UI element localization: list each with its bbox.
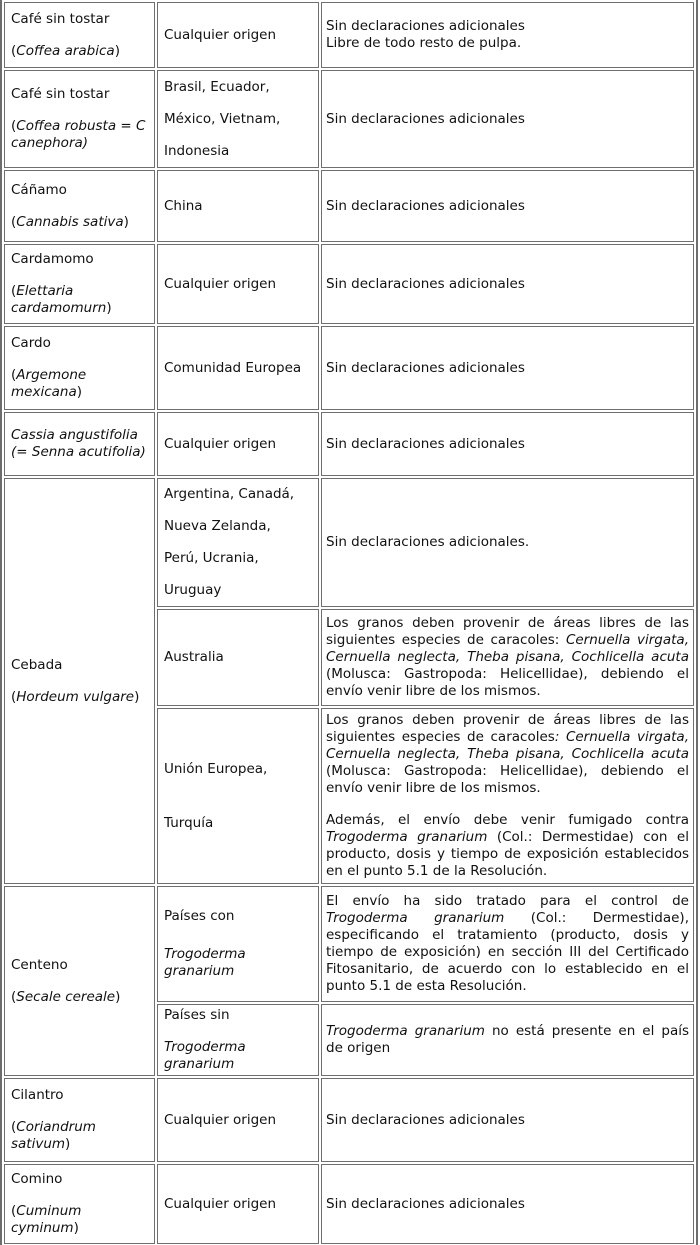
paragraph xyxy=(164,486,312,503)
text-run: Comunidad Europea xyxy=(164,359,302,376)
paragraph xyxy=(164,649,312,666)
table-row xyxy=(4,1164,694,1244)
paragraph xyxy=(326,111,689,128)
cell-declarations xyxy=(321,2,694,68)
paragraph xyxy=(326,198,689,215)
text-run: Nueva Zelanda, xyxy=(164,518,271,534)
paragraph xyxy=(11,86,148,103)
paragraph xyxy=(326,1023,689,1057)
text-run: (Molusca: Gastropoda: Helicellidae), debiendo el envío venir libre de los mismos. xyxy=(326,666,689,699)
table-row xyxy=(4,326,694,410)
text-run: Sin declaraciones adicionales xyxy=(326,18,525,34)
cell-origin xyxy=(157,1164,319,1244)
paragraph xyxy=(326,276,689,293)
text-run: Café sin tostar xyxy=(11,86,110,102)
text-run: (Col.: Dermestidae), especificando el tratamiento (producto, dosis y tiempo de exposición) en sección III del Certificado Fitosanitario, de acuerdo con lo establecido en el punto 5.1 de esta Resolución. xyxy=(326,910,689,994)
text-run: ( xyxy=(11,988,17,1005)
paragraph xyxy=(164,276,312,293)
table-row xyxy=(4,2,694,68)
paragraph xyxy=(11,657,148,674)
cell-product xyxy=(4,886,155,1076)
text-run: Sin declaraciones adicionales xyxy=(326,1195,525,1212)
cell-declarations xyxy=(321,478,694,607)
text-run: ( xyxy=(11,213,17,230)
text-run: Sin declaraciones adicionales xyxy=(326,359,525,376)
scientific-name: Trogoderma granarium xyxy=(326,829,488,845)
paragraph xyxy=(164,360,312,377)
text-run: Australia xyxy=(164,649,224,665)
text-run: Unión Europea, xyxy=(164,760,268,777)
text-run: Cardo xyxy=(11,335,51,351)
cell-product xyxy=(4,1078,155,1162)
text-run: Cualquier origen xyxy=(164,1195,277,1212)
scientific-name: sativum xyxy=(11,1136,66,1152)
paragraph xyxy=(11,1119,148,1153)
text-run: ( xyxy=(11,42,17,59)
paragraph xyxy=(11,367,148,401)
text-run: Cualquier origen xyxy=(164,435,277,452)
cell-product xyxy=(4,70,155,168)
text-run: Café sin tostar xyxy=(11,10,110,27)
text-run: Cilantro xyxy=(11,1087,64,1103)
paragraph xyxy=(164,1039,312,1073)
cell-product xyxy=(4,1164,155,1244)
paragraph xyxy=(326,1112,689,1129)
text-run: Cebada xyxy=(11,656,63,673)
text-run: Turquía xyxy=(164,814,214,831)
text-run: ) xyxy=(73,1220,79,1236)
text-run: ( xyxy=(11,1119,17,1135)
cell-origin xyxy=(157,609,319,706)
cell-product xyxy=(4,170,155,242)
scientific-name: Trogoderma granarium xyxy=(164,1039,246,1072)
paragraph xyxy=(326,712,689,797)
text-run: Indonesia xyxy=(164,142,230,159)
paragraph xyxy=(164,27,312,44)
cell-declarations xyxy=(321,326,694,410)
scientific-name: mexicana xyxy=(11,384,77,400)
paragraph xyxy=(326,360,689,377)
paragraph xyxy=(11,1087,148,1104)
paragraph xyxy=(164,908,312,925)
paragraph xyxy=(164,761,312,778)
text-run: Sin declaraciones adicionales xyxy=(326,110,525,127)
paragraph xyxy=(164,550,312,567)
cell-origin xyxy=(157,70,319,168)
text-run: Brasil, Ecuador, xyxy=(164,78,270,95)
paragraph xyxy=(164,198,312,215)
text-run: Sin declaraciones adicionales xyxy=(326,1111,525,1128)
cell-declarations xyxy=(321,412,694,476)
paragraph xyxy=(164,111,312,128)
paragraph xyxy=(11,11,148,28)
text-run: ) xyxy=(114,42,120,59)
scientific-name: Secale cereale xyxy=(16,988,116,1005)
cell-product xyxy=(4,412,155,476)
paragraph xyxy=(326,1196,689,1213)
text-run: Además, el envío debe venir fumigado contra xyxy=(326,812,689,828)
scientific-name: (= Senna acutifolia) xyxy=(11,444,146,460)
cell-origin xyxy=(157,326,319,410)
cell-product xyxy=(4,244,155,324)
text-run: Cardamomo xyxy=(11,251,94,267)
text-run: Argentina, Canadá, xyxy=(164,486,295,502)
cell-origin xyxy=(157,244,319,324)
paragraph xyxy=(11,1171,148,1188)
text-run: Libre de todo resto de pulpa. xyxy=(326,35,522,51)
table-row xyxy=(4,1078,694,1162)
text-run: Sin declaraciones adicionales xyxy=(326,197,525,214)
paragraph xyxy=(11,689,148,706)
text-run: Cualquier origen xyxy=(164,26,277,43)
paragraph xyxy=(11,427,148,461)
text-run: ( xyxy=(11,688,17,705)
scientific-name: Coffea arabica xyxy=(16,42,115,59)
text-run: ) xyxy=(76,384,83,400)
paragraph xyxy=(164,582,312,599)
cell-declarations xyxy=(321,1164,694,1244)
paragraph xyxy=(11,957,148,974)
cell-product xyxy=(4,326,155,410)
paragraph xyxy=(164,79,312,96)
text-run: ( xyxy=(11,1203,17,1219)
paragraph xyxy=(11,283,148,317)
paragraph xyxy=(11,989,148,1006)
text-run: Los granos deben provenir de áreas libres de las siguientes especies de caracoles xyxy=(326,712,689,745)
scientific-name: Cannabis sativa xyxy=(16,213,124,230)
paragraph xyxy=(164,946,312,980)
cell-origin xyxy=(157,1078,319,1162)
scientific-name: Argemone xyxy=(16,367,87,383)
paragraph xyxy=(326,812,689,880)
text-run: Perú, Ucrania, xyxy=(164,550,259,566)
paragraph xyxy=(326,18,689,52)
cell-declarations xyxy=(321,609,694,706)
paragraph xyxy=(326,534,689,551)
table-row xyxy=(4,886,694,1002)
cell-declarations xyxy=(321,708,694,884)
text-run: ) xyxy=(65,1136,71,1152)
scientific-name: Coriandrum xyxy=(16,1119,96,1135)
cell-declarations xyxy=(321,1004,694,1076)
paragraph xyxy=(326,893,689,995)
table-row xyxy=(4,478,694,607)
text-run: Sin declaraciones adicionales xyxy=(326,435,525,452)
text-run: China xyxy=(164,197,203,214)
text-run: El envío ha sido tratado para el control de xyxy=(326,893,689,909)
paragraph xyxy=(11,182,148,199)
cell-origin xyxy=(157,478,319,607)
text-run: Países sin xyxy=(164,1007,230,1023)
scientific-name: : Cernuella virgata, Cernuella neglecta, Theba pisana, Cochlicella acuta xyxy=(326,729,689,762)
scientific-name: canephora) xyxy=(11,135,89,151)
text-run: Comino xyxy=(11,1171,63,1187)
text-run: ( xyxy=(11,367,17,383)
text-run: ) xyxy=(106,300,112,316)
text-run: Cualquier origen xyxy=(164,1111,277,1128)
paragraph xyxy=(11,1203,148,1237)
cell-product xyxy=(4,2,155,68)
cell-product xyxy=(4,478,155,884)
paragraph xyxy=(11,43,148,60)
paragraph xyxy=(164,436,312,453)
scientific-name: Cassia angustifolia xyxy=(11,427,138,443)
text-run: ) xyxy=(123,213,129,230)
cell-declarations xyxy=(321,886,694,1002)
paragraph xyxy=(11,251,148,268)
scientific-name: Elettaria xyxy=(16,283,74,299)
scientific-name: Hordeum vulgare xyxy=(16,688,135,705)
text-run: ( xyxy=(11,283,17,299)
scientific-name: Cernuella virgata, Cernuella neglecta, Theba pisana, Cochlicella acuta xyxy=(326,632,689,665)
paragraph xyxy=(164,1112,312,1129)
paragraph xyxy=(11,335,148,352)
cell-origin xyxy=(157,708,319,884)
text-run: Cualquier origen xyxy=(164,275,277,292)
text-run: Centeno xyxy=(11,956,68,973)
cell-origin xyxy=(157,1004,319,1076)
text-run: ) xyxy=(115,988,121,1005)
cell-origin xyxy=(157,170,319,242)
text-run: Uruguay xyxy=(164,582,222,598)
table-row xyxy=(4,244,694,324)
paragraph xyxy=(164,1007,312,1024)
text-run: Sin declaraciones adicionales xyxy=(326,275,525,292)
text-run: México, Vietnam, xyxy=(164,110,281,127)
paragraph xyxy=(164,518,312,535)
cell-origin xyxy=(157,886,319,1002)
paragraph xyxy=(164,1196,312,1213)
scientific-name: cardamomurn xyxy=(11,300,107,316)
text-run: ) xyxy=(134,688,140,705)
text-run: Los granos deben provenir de áreas libres de las siguientes especies de caracoles: xyxy=(326,615,689,648)
cell-declarations xyxy=(321,170,694,242)
paragraph xyxy=(164,815,312,832)
table-row xyxy=(4,412,694,476)
cell-origin xyxy=(157,2,319,68)
paragraph xyxy=(326,615,689,700)
text-run: Cáñamo xyxy=(11,181,67,198)
paragraph xyxy=(11,214,148,231)
text-run: (Molusca: Gastropoda: Helicellidae), debiendo el envío venir libre de los mismos. xyxy=(326,763,689,796)
cell-origin xyxy=(157,412,319,476)
scientific-name: Cuminum cyminum xyxy=(11,1203,82,1236)
text-run: ( xyxy=(11,118,17,134)
paragraph xyxy=(11,118,148,152)
text-run: Países con xyxy=(164,908,235,924)
table-row xyxy=(4,70,694,168)
scientific-name: Coffea robusta = C xyxy=(16,118,146,134)
paragraph xyxy=(164,143,312,160)
scientific-name: Trogoderma granarium xyxy=(164,946,246,979)
table-row xyxy=(4,170,694,242)
paragraph xyxy=(326,436,689,453)
text-run: no está presente en el país de origen xyxy=(326,1023,689,1056)
scientific-name: Trogoderma granarium xyxy=(326,910,505,926)
text-run: (Col.: Dermestidae) con el producto, dosis y tiempo de exposición establecidos en el punto 5.1 de la Resolución. xyxy=(326,829,689,879)
cell-declarations xyxy=(321,1078,694,1162)
scientific-name: Trogoderma granarium xyxy=(326,1023,485,1039)
text-run: Sin declaraciones adicionales. xyxy=(326,534,530,550)
cell-declarations xyxy=(321,244,694,324)
cell-declarations xyxy=(321,70,694,168)
